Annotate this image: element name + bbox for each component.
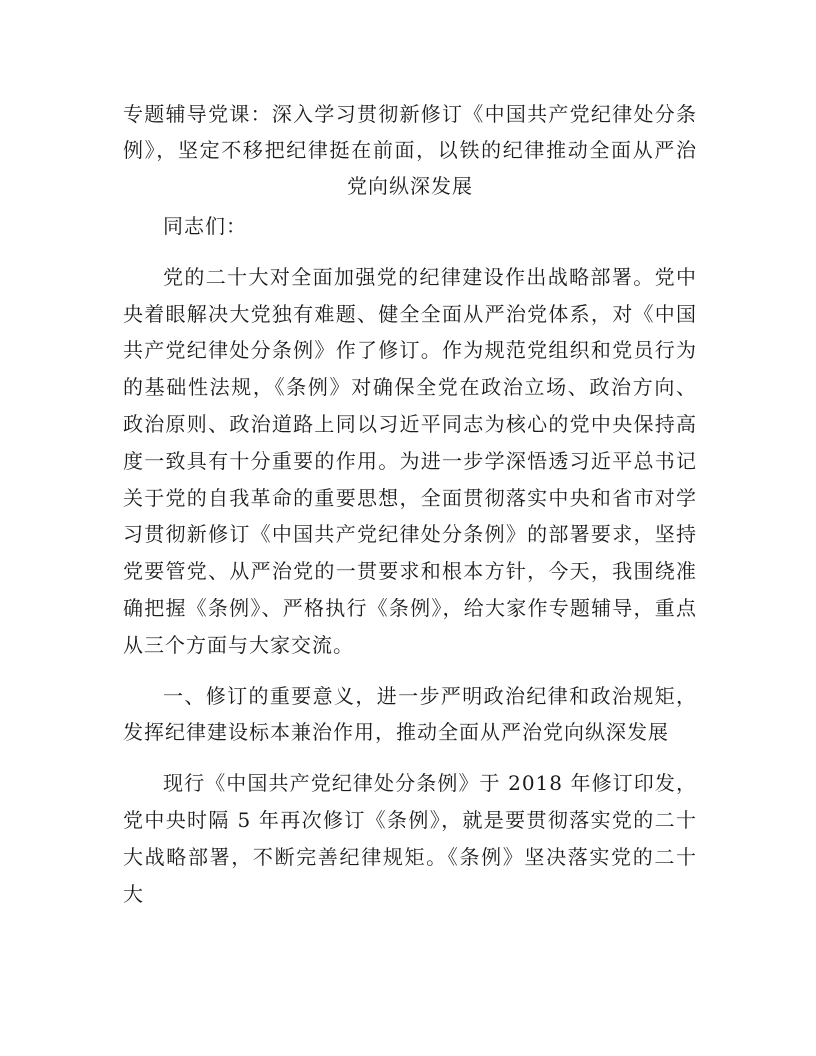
- paragraph-section-one: 现行《中国共产党纪律处分条例》于 2018 年修订印发，党中央时隔 5 年再次修订《条例》，就是要贯彻落实党的二十大战略部署，不断完善纪律规矩。《条例》坚决落实党的二十大: [123, 771, 697, 906]
- paragraph-intro: 党的二十大对全面加强党的纪律建设作出战略部署。党中央着眼解决大党独有难题、健全全面从严治党体系，对《中国共产党纪律处分条例》作了修订。作为规范党组织和党员行为的基础性法规，《条例》对确保全党在政治立场、政治方向、政治原则、政治道路上同以习近平同志为核心的党中央保持高度一致具有十分重要的作用。为进一步学深悟透习近平总书记关于党的自我革命的重要思想，全面贯彻落实中央和省市对学习贯彻新修订《中国共产党纪律处分条例》的部署要求，坚持党要管党、从严治党的一贯要求和根本方针，今天，我围绕准确把握《条例》、严格执行《条例》，给大家作专题辅导，重点从三个方面与大家交流。: [123, 264, 697, 657]
- document-body: [123, 96, 697, 912]
- document-title: 专题辅导党课：深入学习贯彻新修订《中国共产党纪律处分条例》，坚定不移把纪律挺在前面，以铁的纪律推动全面从严治党向纵深发展: [123, 102, 697, 198]
- section-heading-one: 一、修订的重要意义，进一步严明政治纪律和政治规矩，发挥纪律建设标本兼治作用，推动全面从严治党向纵深发展: [123, 683, 697, 745]
- salutation: 同志们：: [163, 214, 247, 238]
